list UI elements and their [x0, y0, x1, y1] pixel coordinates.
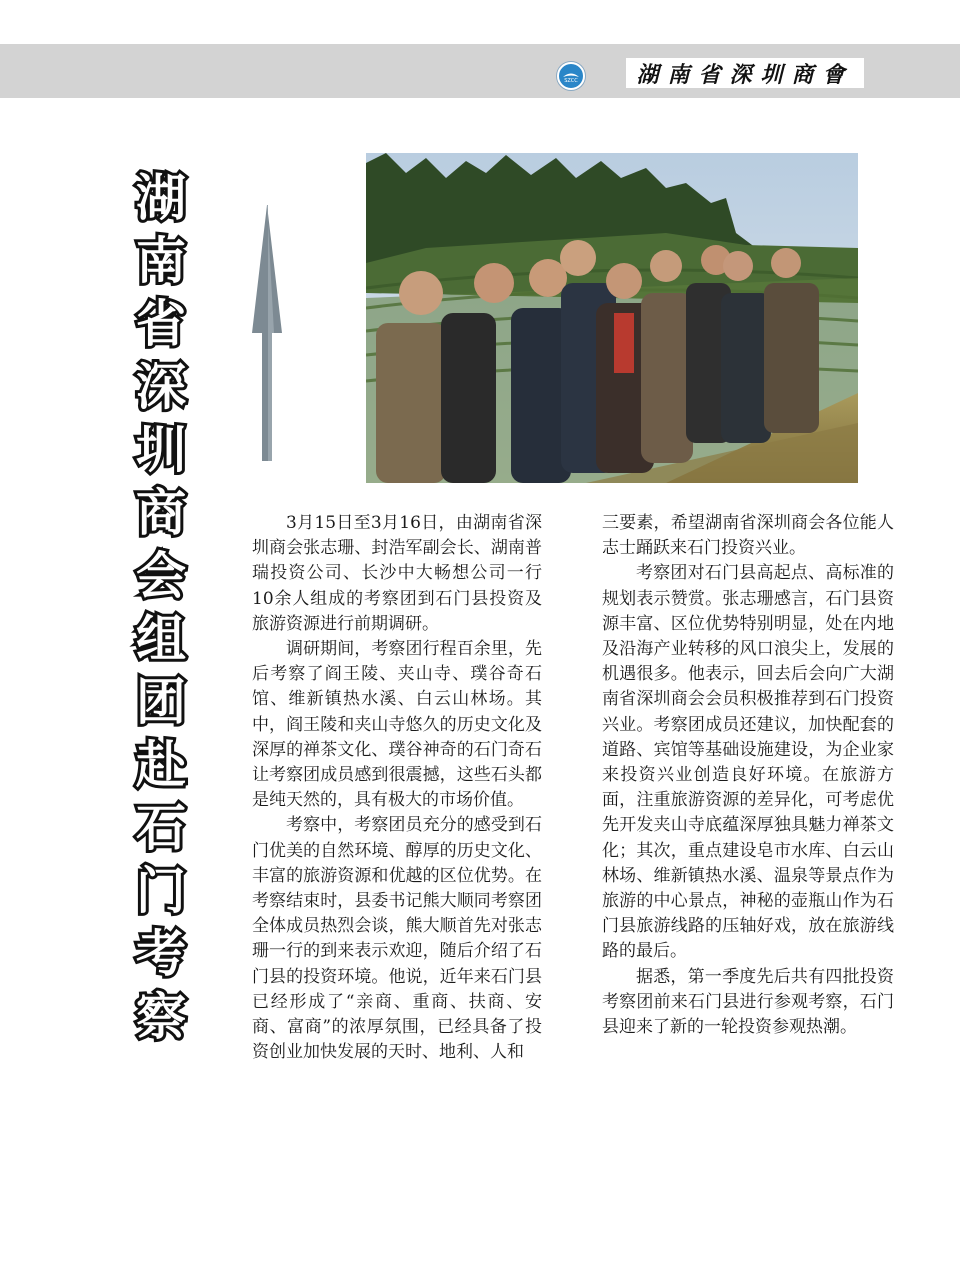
top-margin — [0, 0, 960, 44]
paragraph: 考察团对石门县高起点、高标准的规划表示赞赏。张志珊感言，石门县资源丰富、区位优势特别明显，处在内地及沿海产业转移的风口浪尖上，发展的机遇很多。他表示，回去后会向广大湖南省深圳商会会员积极推荐到石门投资兴业。考察团成员还建议，加快配套的道路、宾馆等基础设施建设，为企业家来投资兴业创造良好环境。在旅游方面，注重旅游资源的差异化，可考虑优先开发夹山寺底蕴深厚独具魅力禅茶文化；其次，重点建设皂市水库、白云山林场、维新镇热水溪、温泉等景点作为旅游的中心景点，神秘的壶瓶山作为石门县旅游线路的压轴好戏，放在旅游线路的最后。 — [602, 563, 894, 962]
chamber-logo-icon — [557, 62, 585, 90]
left-text-column — [252, 511, 542, 1065]
up-arrow-icon — [252, 205, 282, 461]
paragraph: 调研期间，考察团行程百余里，先后考察了阎王陵、夹山寺、璞谷奇石馆、维新镇热水溪、白云山林场。其中，阎王陵和夹山寺悠久的历史文化及深厚的禅茶文化、璞谷神奇的石门奇石让考察团成员感到很震撼，这些石头都是纯天然的，具有极大的市场价值。 — [252, 639, 542, 811]
paragraph-continued: 三要素，希望湖南省深圳商会各位能人志士踊跃来石门投资兴业。 — [602, 513, 894, 559]
masthead-title: 湖南省深圳商會 — [626, 58, 864, 88]
right-text-column — [602, 511, 894, 1040]
logo-text: SZCC — [564, 78, 578, 84]
paragraph: 3月15日至3月16日，由湖南省深圳商会张志珊、封浩军副会长、湖南普瑞投资公司、长沙中大畅想公司一行10余人组成的考察团到石门县投资及旅游资源进行前期调研。 — [252, 513, 542, 634]
paragraph: 考察中，考察团员充分的感受到石门优美的自然环境、醇厚的历史文化、丰富的旅游资源和优越的区位优势。在考察结束时，县委书记熊大顺同考察团全体成员热烈会谈，熊大顺首先对张志珊一行的到来表示欢迎，随后介绍了石门县的投资环境。他说，近年来石门县已经形成了“亲商、重商、扶商、安商、富商”的浓厚氛围，已经具备了投资创业加快发展的天时、地利、人和 — [252, 815, 542, 1063]
paragraph: 据悉，第一季度先后共有四批投资考察团前来石门县进行参观考察，石门县迎来了新的一轮投资参观热潮。 — [602, 966, 894, 1038]
group-photo — [366, 153, 858, 483]
article-title: 湖南省深圳商会组团赴石门考察 — [128, 171, 186, 1053]
